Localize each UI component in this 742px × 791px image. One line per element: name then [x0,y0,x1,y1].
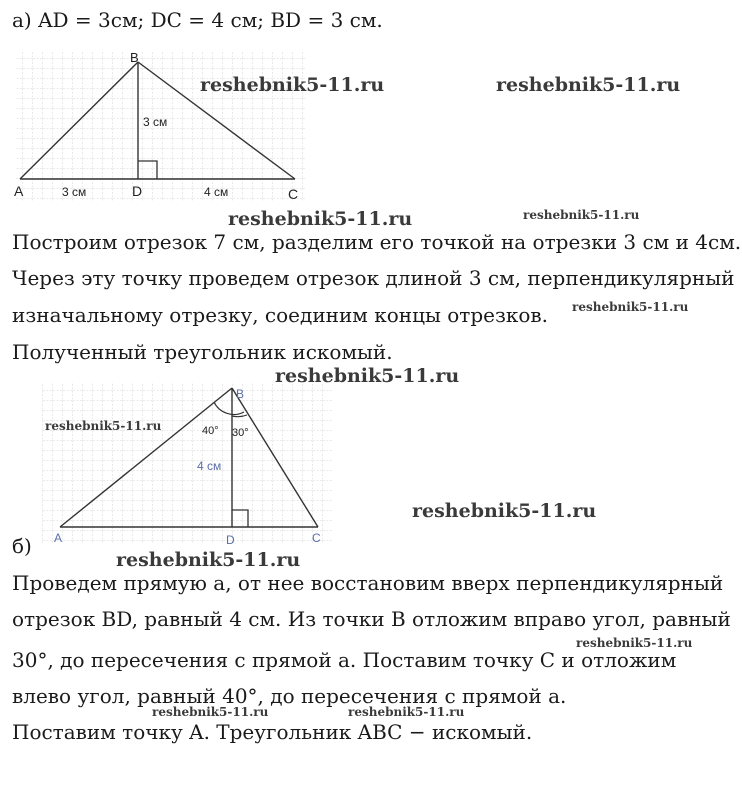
part-b-label: б) [12,534,32,558]
label-a: A [14,183,24,199]
length-ad: 3 см [62,185,87,199]
length-bd: 3 см [143,115,168,129]
part-b-text-1: Проведем прямую a, от нее восстановим вверх перпендикулярный [12,571,724,595]
figure-a [12,48,312,212]
part-b-text-3: 30°, до пересечения с прямой a. Поставим точку C и отложим [12,648,677,672]
length-dc: 4 см [204,185,229,199]
part-a-text-3: изначальному отрезку, соединим концы отрезков. [12,303,549,327]
label-b: B [130,50,139,65]
part-a-text-4: Полученный треугольник искомый. [12,340,393,364]
part-a-header: а) AD = 3см; DC = 4 см; BD = 3 см. [12,8,383,32]
part-a-text-1: Построим отрезок 7 см, разделим его точкой на отрезки 3 см и 4см. [12,230,742,254]
watermark: reshebnik5-11.ru [275,365,460,387]
watermark: reshebnik5-11.ru [496,74,681,96]
part-b-text-4: влево угол, равный 40°, до пересечения с прямой a. [12,684,567,708]
watermark: reshebnik5-11.ru [412,500,597,522]
length-bd-b: 4 см [197,459,222,473]
part-a-text-2: Через эту точку проведем отрезок длиной 3 см, перпендикулярный [12,266,735,290]
figure-b [42,380,342,554]
watermark: reshebnik5-11.ru [572,300,689,314]
angle-40-label: 40° [202,425,219,437]
label-c: C [288,186,299,202]
angle-30-label: 30° [232,427,249,439]
watermark: reshebnik5-11.ru [152,705,269,719]
label-a-b: A [54,531,63,545]
label-b-b: B [236,387,245,401]
part-b-text-2: отрезок BD, равный 4 см. Из точки B отложим вправо угол, равный [12,607,731,631]
watermark: reshebnik5-11.ru [228,208,413,230]
watermark: reshebnik5-11.ru [348,705,465,719]
watermark: reshebnik5-11.ru [576,636,693,650]
part-b-text-5: Поставим точку A. Треугольник ABC − искомый. [12,720,533,744]
figure-b-svg [42,380,342,550]
figure-a-svg [12,48,312,208]
label-d-b: D [226,533,235,547]
watermark: reshebnik5-11.ru [200,74,385,96]
watermark: reshebnik5-11.ru [45,419,162,433]
grid-b [42,382,332,544]
watermark: reshebnik5-11.ru [116,549,301,571]
watermark: reshebnik5-11.ru [523,208,640,222]
label-c-b: C [312,531,321,545]
label-d: D [132,183,143,199]
